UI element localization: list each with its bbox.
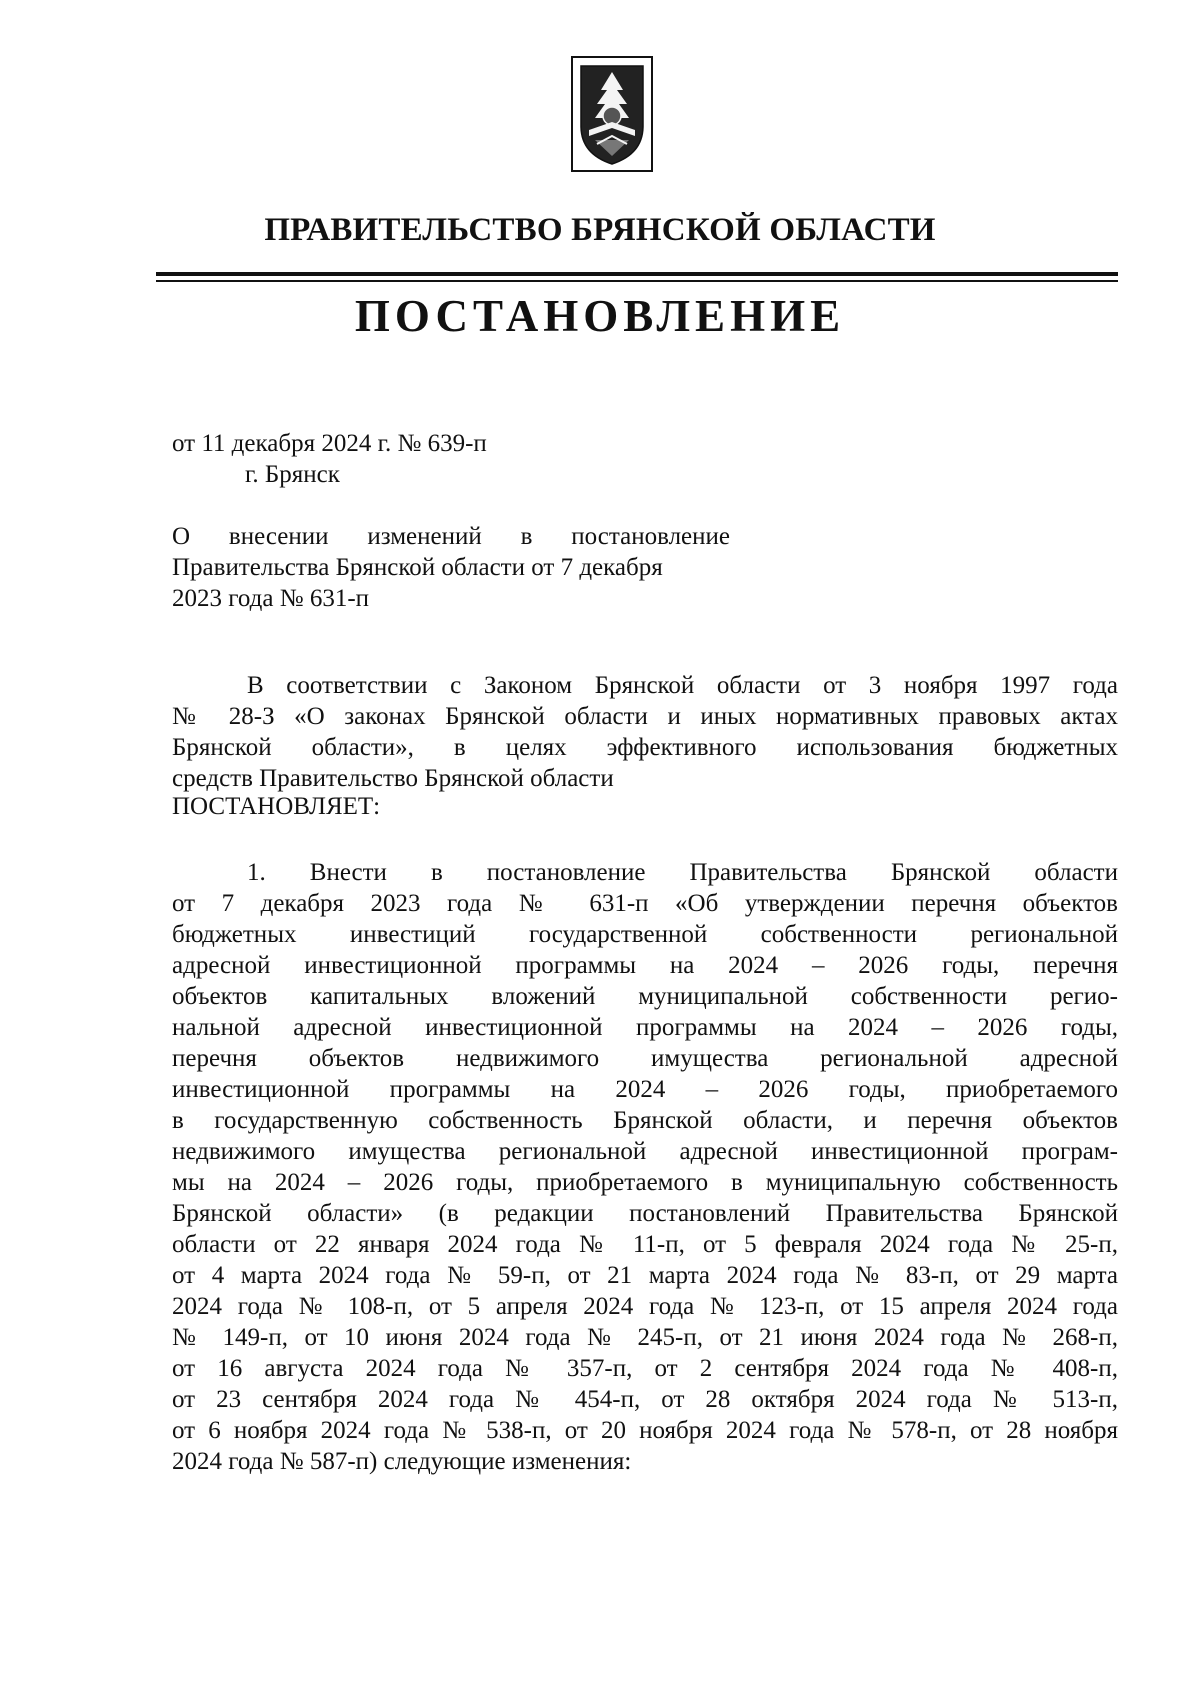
item-line: перечня объектов недвижимого имущества региональной адресной [172,1045,1118,1072]
document-type-heading: ПОСТАНОВЛЕНИЕ [354,291,846,341]
item-line: от 23 сентября 2024 года № 454-п, от 28 октября 2024 года № 513-п, [172,1386,1118,1413]
date-and-number: от 11 декабря 2024 г. № 639-п [172,430,487,457]
coat-of-arms-icon [571,56,653,172]
item-line: 2024 года № 587-п) следующие изменения: [172,1448,632,1475]
item-line: в государственную собственность Брянской области, и перечня объектов [172,1107,1118,1134]
item-line: недвижимого имущества региональной адресной инвестиционной програм- [172,1138,1118,1165]
item-line: инвестиционной программы на 2024 – 2026 годы, приобретаемого [172,1076,1118,1103]
item-1-paragraph [172,857,1118,1477]
organization-title: ПРАВИТЕЛЬСТВО БРЯНСКОЙ ОБЛАСТИ [264,212,936,248]
resolves-heading: ПОСТАНОВЛЯЕТ: [172,793,381,820]
subject-line: Правительства Брянской области от 7 декабря [172,554,663,581]
city: г. Брянск [245,461,340,488]
item-line: области от 22 января 2024 года № 11-п, от 5 февраля 2024 года № 25-п, [172,1231,1118,1258]
document-subject [172,521,730,614]
item-line: № 149-п, от 10 июня 2024 года № 245-п, от 21 июня 2024 года № 268-п, [172,1324,1118,1351]
preamble-line: средств Правительство Брянской области [172,765,614,792]
header-rule-thin [156,280,1118,282]
item-line: от 4 марта 2024 года № 59-п, от 21 марта 2024 года № 83-п, от 29 марта [172,1262,1118,1289]
item-line: Брянской области» (в редакции постановлений Правительства Брянской [172,1200,1118,1227]
item-line: от 16 августа 2024 года № 357-п, от 2 сентября 2024 года № 408-п, [172,1355,1118,1382]
item-line: бюджетных инвестиций государственной собственности региональной [172,921,1118,948]
item-line: объектов капитальных вложений муниципальной собственности регио- [172,983,1118,1010]
item-line: нальной адресной инвестиционной программы на 2024 – 2026 годы, [172,1014,1118,1041]
preamble-line: № 28-З «О законах Брянской области и иных нормативных правовых актах [172,703,1118,730]
item-line: от 7 декабря 2023 года № 631-п «Об утверждении перечня объектов [172,890,1118,917]
preamble-line: Брянской области», в целях эффективного использования бюджетных [172,734,1118,761]
item-line: от 6 ноября 2024 года № 538-п, от 20 ноября 2024 года № 578-п, от 28 ноября [172,1417,1118,1444]
preamble-paragraph [172,670,1118,794]
item-line: 2024 года № 108-п, от 5 апреля 2024 года № 123-п, от 15 апреля 2024 года [172,1293,1118,1320]
item-line: адресной инвестиционной программы на 2024 – 2026 годы, перечня [172,952,1118,979]
item-line: мы на 2024 – 2026 годы, приобретаемого в муниципальную собственность [172,1169,1118,1196]
subject-line: О внесении изменений в постановление [172,523,730,550]
item-line: 1. Внести в постановление Правительства Брянской области [247,859,1118,886]
subject-line: 2023 года № 631-п [172,585,370,612]
header-rule-thick [156,272,1118,276]
preamble-line: В соответствии с Законом Брянской области от 3 ноября 1997 года [247,672,1118,699]
